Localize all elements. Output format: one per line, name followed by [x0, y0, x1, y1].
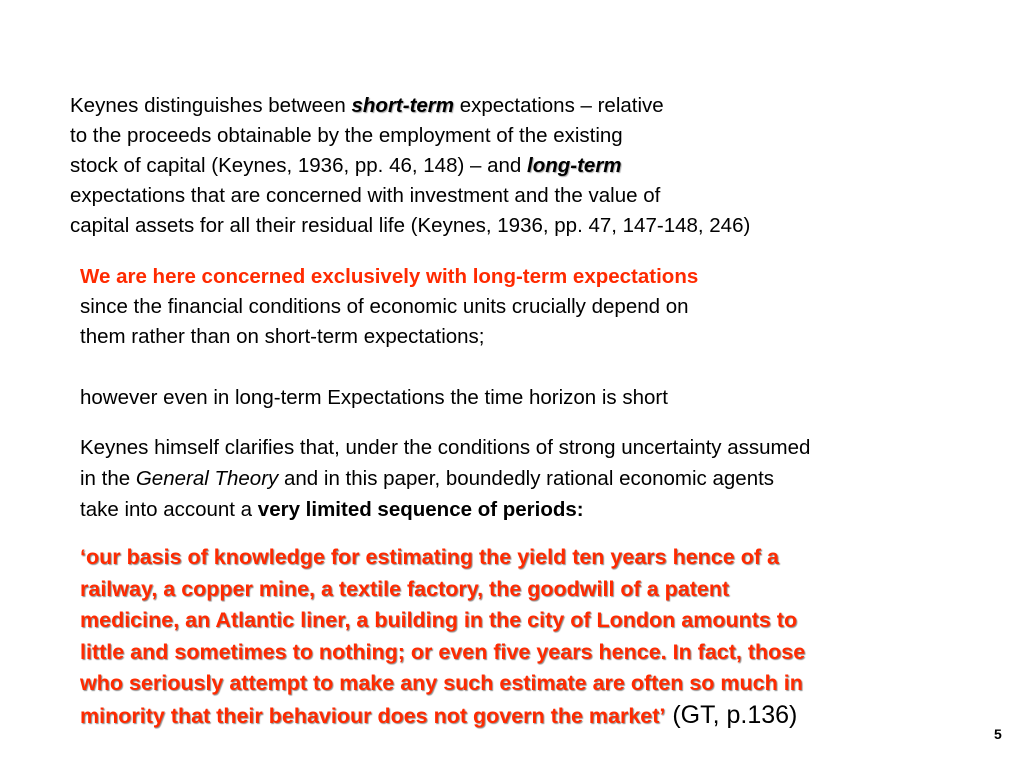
- quote-text: minority that their behaviour does not govern the market’: [80, 703, 666, 728]
- text-segment: Keynes distinguishes between: [70, 94, 352, 117]
- text-line: expectations that are concerned with investment and the value of: [70, 184, 661, 207]
- text-line: them rather than on short-term expectations;: [80, 325, 485, 348]
- text-segment: in the: [80, 467, 136, 490]
- text-line: since the financial conditions of economic units crucially depend on: [80, 295, 689, 318]
- quote-line: medicine, an Atlantic liner, a building in the city of London amounts to: [80, 608, 798, 632]
- text-line: to the proceeds obtainable by the employment of the existing: [70, 124, 623, 147]
- quote-line: little and sometimes to nothing; or even five years hence. In fact, those: [80, 639, 806, 664]
- short-term-emphasis: short-term: [351, 94, 455, 117]
- text-segment: stock of capital (Keynes, 1936, pp. 46, 148) – and: [70, 154, 527, 177]
- quote-line: who seriously attempt to make any such estimate are often so much in: [80, 671, 803, 695]
- text-line: [80, 494, 810, 525]
- bold-phrase: very limited sequence of periods:: [257, 498, 584, 521]
- paragraph-keynes-clarification: [80, 432, 810, 525]
- text-segment: take into account a: [80, 498, 258, 521]
- paragraph-term-distinction: [70, 91, 750, 241]
- paragraph-time-horizon: [80, 383, 668, 413]
- text-segment: expectations – relative: [454, 94, 664, 117]
- text-line: however even in long-term Expectations the time horizon is short: [80, 386, 668, 409]
- text-line: Keynes himself clarifies that, under the conditions of strong uncertainty assumed: [80, 436, 811, 459]
- paragraph-long-term-focus: [80, 262, 698, 352]
- page-number: 5: [994, 726, 1002, 742]
- long-term-emphasis: long-term: [527, 154, 622, 177]
- text-line: [80, 463, 810, 494]
- text-line: [70, 151, 750, 181]
- text-segment: and in this paper, boundedly rational economic agents: [278, 467, 775, 490]
- quote-line: ‘our basis of knowledge for estimating the yield ten years hence of a: [80, 545, 779, 569]
- keynes-quote: [80, 542, 960, 732]
- quote-line: [80, 700, 960, 733]
- quote-line: railway, a copper mine, a textile factory, the goodwill of a patent: [80, 576, 730, 601]
- book-title: General Theory: [135, 467, 279, 490]
- citation: (GT, p.136): [665, 700, 798, 729]
- text-line: [70, 91, 750, 121]
- text-line: capital assets for all their residual life (Keynes, 1936, pp. 47, 147-148, 246): [70, 214, 751, 237]
- highlighted-statement: We are here concerned exclusively with long-term expectations: [80, 265, 699, 288]
